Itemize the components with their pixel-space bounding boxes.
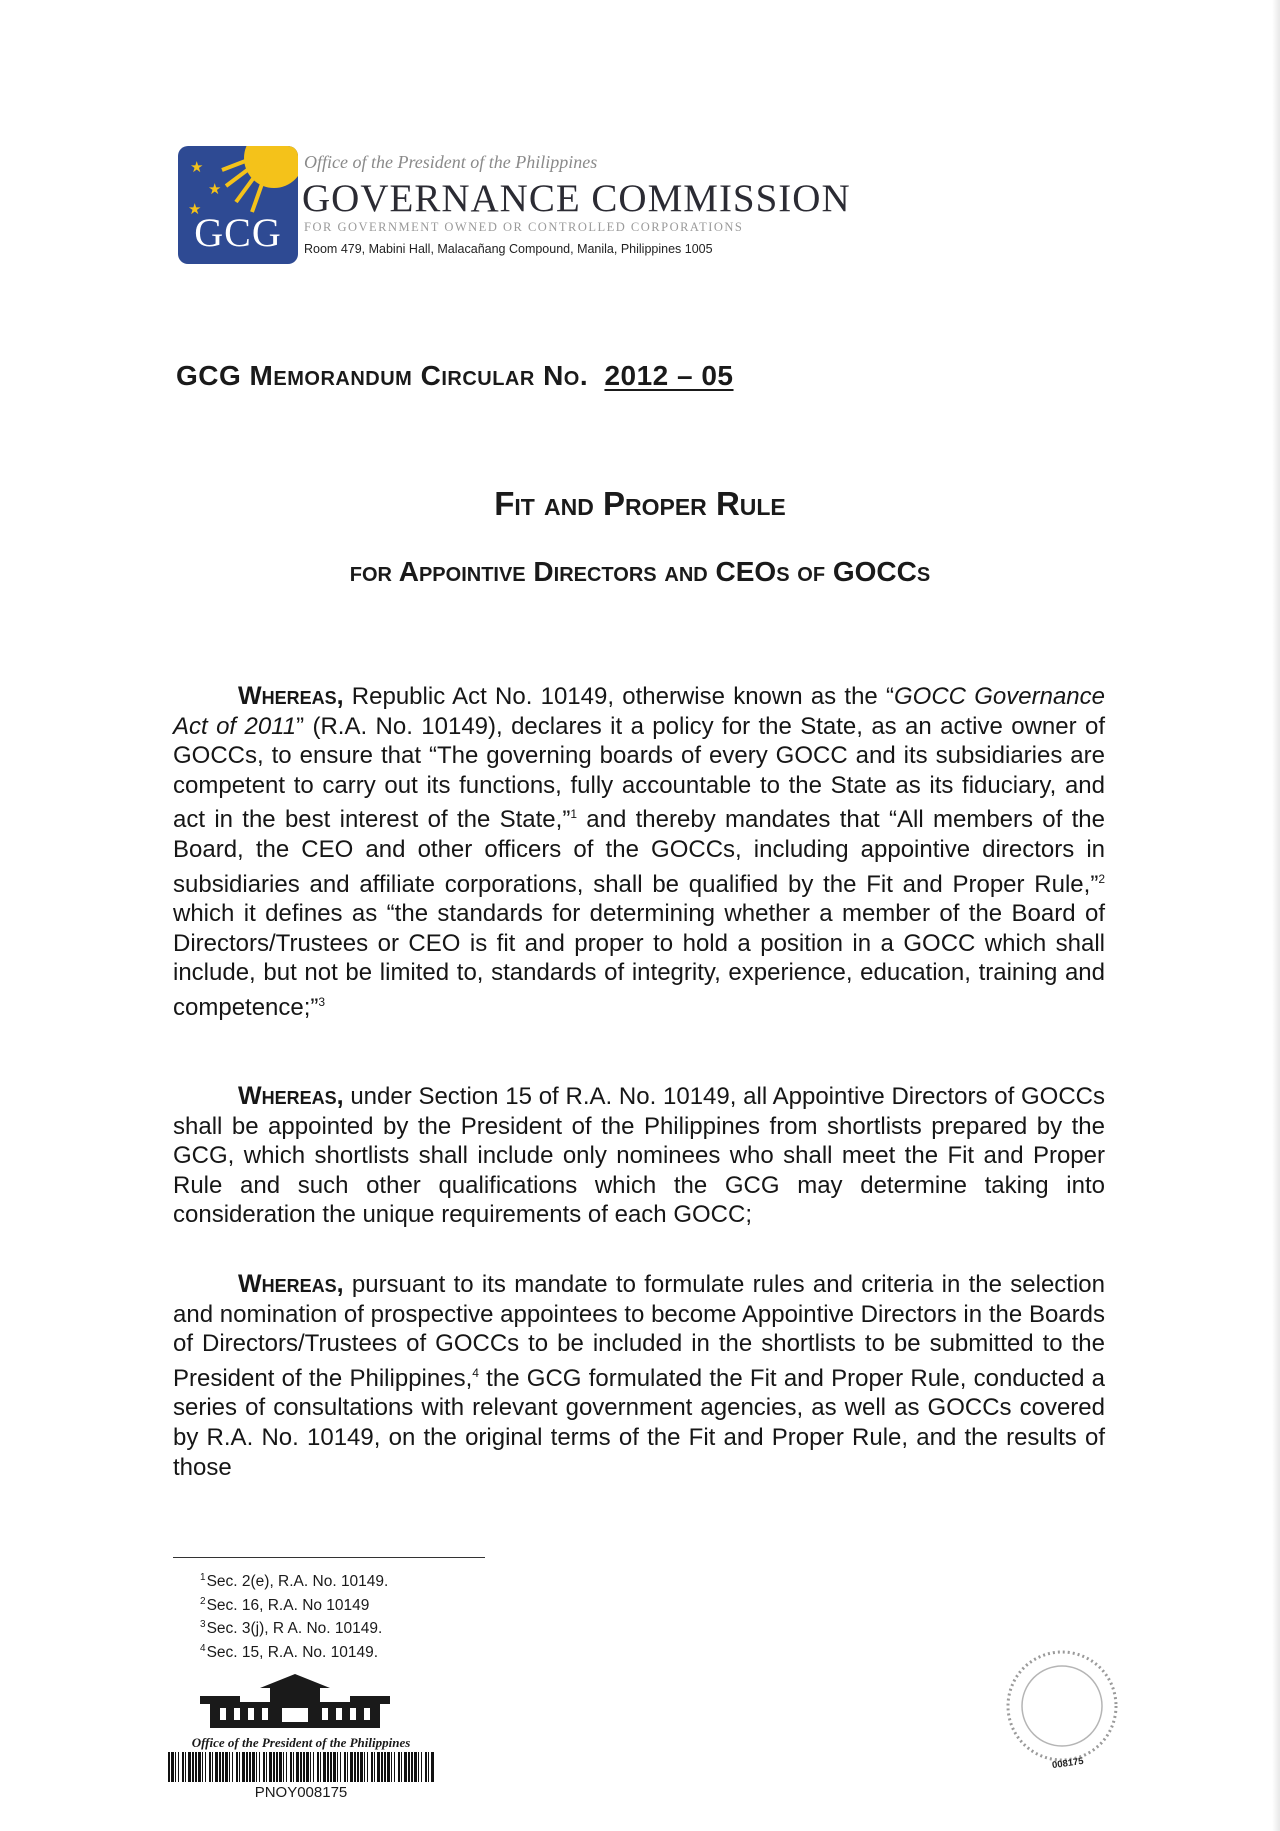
barcode-bar bbox=[259, 1752, 260, 1782]
barcode-bar bbox=[374, 1752, 375, 1782]
barcode-bar bbox=[209, 1752, 211, 1782]
barcode-bar bbox=[246, 1752, 248, 1782]
barcode-bar bbox=[330, 1752, 332, 1782]
stamp-id: 008175 bbox=[1051, 1755, 1085, 1772]
footnote-text: Sec. 15, R.A. No. 10149. bbox=[206, 1644, 379, 1662]
barcode-bar bbox=[344, 1752, 346, 1782]
barcode-bar bbox=[249, 1752, 251, 1782]
footnote-mark: 1 bbox=[200, 1572, 206, 1583]
barcode-bar bbox=[273, 1752, 275, 1782]
barcode-bar bbox=[266, 1752, 267, 1782]
malacanang-palace-icon bbox=[200, 1672, 390, 1734]
barcode-bar bbox=[205, 1752, 206, 1782]
paragraph-lead: Whereas, bbox=[238, 1082, 344, 1110]
barcode-bar bbox=[323, 1752, 326, 1782]
barcode-bar bbox=[263, 1752, 265, 1782]
barcode-bar bbox=[178, 1752, 179, 1782]
barcode-bar bbox=[387, 1752, 390, 1782]
document-subtitle: for Appointive Directors and CEOs of GOCCs bbox=[349, 556, 931, 587]
barcode-bar bbox=[431, 1752, 434, 1782]
barcode-bar bbox=[229, 1752, 230, 1782]
barcode-bar bbox=[401, 1752, 402, 1782]
barcode-bar bbox=[414, 1752, 417, 1782]
paragraph-text: the GCG formulated the Fit and Proper Rule, conducted a series of consultations with relevant government agencies, as well as GOCCs covered by R.A. No. 10149, on the original terms of the Fit and Proper Rule, and the results of those bbox=[173, 1364, 1106, 1481]
footnote-text: Sec. 16, R.A. No 10149 bbox=[206, 1596, 370, 1614]
barcode-bar bbox=[310, 1752, 311, 1782]
barcode-bar bbox=[188, 1752, 191, 1782]
footnote bbox=[200, 1592, 388, 1616]
circular-value: 2012 – 05 bbox=[604, 360, 734, 391]
barcode-bar bbox=[225, 1752, 228, 1782]
gcg-logo bbox=[178, 146, 298, 264]
commission-subtitle: FOR GOVERNMENT OWNED OR CONTROLLED CORPORATIONS bbox=[304, 220, 744, 234]
letterhead bbox=[178, 146, 878, 268]
barcode-bar bbox=[256, 1752, 257, 1782]
barcode-bar bbox=[384, 1752, 386, 1782]
barcode-bar bbox=[371, 1752, 373, 1782]
barcode-bar bbox=[425, 1752, 427, 1782]
address: Room 479, Mabini Hall, Malacañang Compound, Manila, Philippines 1005 bbox=[304, 242, 713, 256]
paragraph-text: and thereby mandates that “All members of the Board, the CEO and other officers of the GOCCs, including appointive directors in subsidiaries and affiliate corporations, shall be qualified by the Fit and Proper Rule,” bbox=[173, 806, 1105, 898]
circular-label: GCG Memorandum Circular No. bbox=[176, 360, 589, 391]
barcode-bar bbox=[239, 1752, 240, 1782]
paragraph bbox=[173, 1270, 1105, 1482]
barcode-bar bbox=[360, 1752, 363, 1782]
star-icon: ★ bbox=[188, 201, 202, 218]
barcode-bar bbox=[279, 1752, 282, 1782]
barcode-bar bbox=[212, 1752, 213, 1782]
barcode-bar bbox=[313, 1752, 314, 1782]
footnotes bbox=[200, 1568, 388, 1663]
footnote-ref: 2 bbox=[1098, 871, 1105, 886]
barcode-bar bbox=[350, 1752, 353, 1782]
barcode-bar bbox=[398, 1752, 400, 1782]
paragraph-text: pursuant to its mandate to formulate rules and criteria in the selection and nomination of prospective appointees to become Appointive Directors in the Boards of Directors/Trustees of GOCCs to be included in the shortlists to be submitted to the President of the Philippines, bbox=[173, 1271, 1105, 1392]
footnote bbox=[200, 1568, 388, 1592]
barcode-bar bbox=[276, 1752, 278, 1782]
barcode-bar bbox=[171, 1752, 174, 1782]
barcode-bar bbox=[192, 1752, 194, 1782]
paragraph-lead: Whereas, bbox=[238, 682, 344, 710]
receiving-stamp-icon bbox=[1002, 1646, 1122, 1766]
barcode-bar bbox=[418, 1752, 419, 1782]
barcode-bar bbox=[286, 1752, 287, 1782]
seal-office-text: Office of the President of the Philippines bbox=[191, 1735, 411, 1750]
commission-name: GOVERNANCE COMMISSION bbox=[302, 177, 851, 220]
barcode-bar bbox=[367, 1752, 368, 1782]
barcode-bar bbox=[242, 1752, 245, 1782]
barcode-bar bbox=[340, 1752, 341, 1782]
barcode-bar bbox=[394, 1752, 395, 1782]
barcode-bar bbox=[357, 1752, 359, 1782]
barcode-bar bbox=[337, 1752, 338, 1782]
barcode-bar bbox=[283, 1752, 284, 1782]
footnote-ref: 3 bbox=[318, 994, 326, 1009]
barcode bbox=[166, 1752, 436, 1782]
barcode-bar bbox=[175, 1752, 176, 1782]
footnote bbox=[200, 1615, 388, 1639]
barcode-bar bbox=[215, 1752, 218, 1782]
barcode-bar bbox=[219, 1752, 221, 1782]
footnote-ref: 1 bbox=[570, 807, 577, 822]
barcode-bar bbox=[236, 1752, 238, 1782]
barcode-bar bbox=[252, 1752, 255, 1782]
barcode-id: PNOY008175 bbox=[254, 1784, 348, 1801]
star-icon: ★ bbox=[190, 159, 204, 176]
barcode-bar bbox=[195, 1752, 197, 1782]
footnote-text: Sec. 2(e), R.A. No. 10149. bbox=[206, 1573, 389, 1591]
barcode-bar bbox=[411, 1752, 413, 1782]
document-title: Fit and Proper Rule bbox=[494, 485, 786, 522]
paragraph bbox=[173, 1082, 1105, 1230]
barcode-bar bbox=[303, 1752, 305, 1782]
office-line: Office of the President of the Philippines bbox=[304, 152, 598, 172]
barcode-bar bbox=[320, 1752, 321, 1782]
footnote-mark: 3 bbox=[200, 1619, 206, 1631]
act-title: GOCC Governance Act of 2011 bbox=[173, 683, 1106, 740]
barcode-bar bbox=[198, 1752, 201, 1782]
barcode-bar bbox=[168, 1752, 170, 1782]
barcode-bar bbox=[300, 1752, 302, 1782]
barcode-bar bbox=[232, 1752, 233, 1782]
paragraph-text: ” (R.A. No. 10149), declares it a policy for the State, as an active owner of GOCCs, to ensure that “The governing boards of every GOCC and its subsidiaries are competent to carry out its functions, fully accountable to the State as its fiduciary, and act in the best interest of the State,” bbox=[173, 712, 1106, 834]
paragraph-text: under Section 15 of R.A. No. 10149, all Appointive Directors of GOCCs shall be appointed by the President of the Philippines from shortlists prepared by the GCG, which shortlists shall include only nominees who shall meet the Fit and Proper Rule and such other qualifications which the GCG may determine taking into consideration the unique requirements of each GOCC; bbox=[173, 1083, 1105, 1229]
barcode-bar bbox=[306, 1752, 309, 1782]
page-edge bbox=[1272, 0, 1280, 1831]
footnote-text: Sec. 3(j), R A. No. 10149. bbox=[206, 1620, 383, 1638]
barcode-bar bbox=[404, 1752, 407, 1782]
barcode-bar bbox=[290, 1752, 292, 1782]
footnote-mark: 2 bbox=[200, 1595, 206, 1607]
footnote-divider bbox=[173, 1557, 485, 1558]
barcode-bar bbox=[377, 1752, 380, 1782]
footnote bbox=[200, 1639, 388, 1663]
barcode-bar bbox=[317, 1752, 319, 1782]
barcode-bar bbox=[185, 1752, 186, 1782]
logo-text: GCG bbox=[194, 210, 282, 255]
barcode-bar bbox=[347, 1752, 348, 1782]
barcode-bar bbox=[327, 1752, 329, 1782]
barcode-bar bbox=[354, 1752, 356, 1782]
barcode-bar bbox=[333, 1752, 336, 1782]
barcode-bar bbox=[364, 1752, 365, 1782]
paragraph-lead: Whereas, bbox=[238, 1270, 344, 1298]
barcode-bar bbox=[269, 1752, 272, 1782]
barcode-bar bbox=[408, 1752, 410, 1782]
barcode-bar bbox=[428, 1752, 429, 1782]
barcode-bar bbox=[391, 1752, 392, 1782]
barcode-bar bbox=[293, 1752, 294, 1782]
barcode-bar bbox=[182, 1752, 184, 1782]
paragraph bbox=[173, 682, 1105, 1023]
barcode-bar bbox=[381, 1752, 383, 1782]
barcode-bar bbox=[202, 1752, 203, 1782]
barcode-bar bbox=[421, 1752, 422, 1782]
footnote-mark: 4 bbox=[200, 1642, 206, 1654]
paragraph-text: which it defines as “the standards for determining whether a member of the Board of Directors/Trustees or CEO is fit and proper to hold a position in a GOCC which shall include, but not be limited to, standards of integrity, experience, education, training and competence;” bbox=[173, 900, 1105, 1021]
paragraph-text: Republic Act No. 10149, otherwise known as the “ bbox=[343, 683, 895, 710]
barcode-bar bbox=[222, 1752, 224, 1782]
footnote-ref: 4 bbox=[472, 1365, 479, 1380]
barcode-bar bbox=[296, 1752, 299, 1782]
star-icon: ★ bbox=[208, 181, 222, 198]
circular-number bbox=[176, 360, 734, 392]
